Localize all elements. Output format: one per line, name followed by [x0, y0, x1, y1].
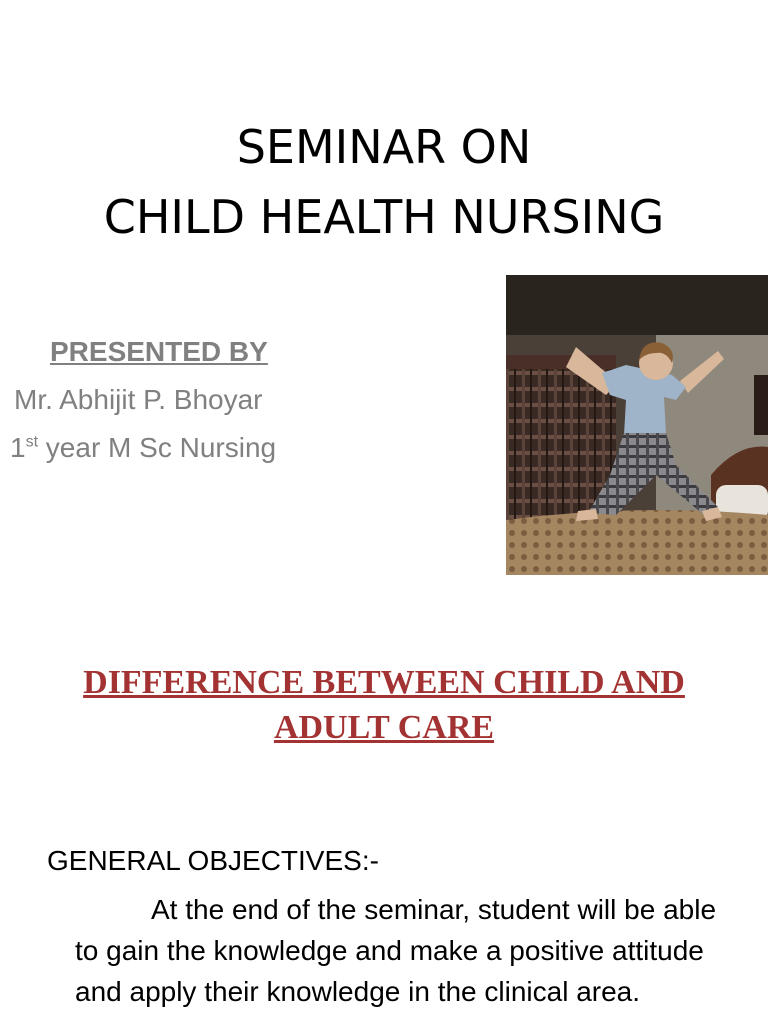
year-ordinal: st	[25, 433, 39, 451]
photo-illustration	[506, 275, 768, 575]
title-line-1: SEMINAR ON	[236, 120, 532, 174]
presented-by-label: PRESENTED BY	[50, 336, 268, 367]
year-course: year M Sc Nursing	[38, 432, 277, 463]
objectives-label: GENERAL OBJECTIVES:-	[47, 845, 379, 876]
presenter-name: Mr. Abhijit P. Bhoyar	[14, 384, 263, 415]
section-heading	[0, 660, 768, 750]
child-jumping-on-bed-photo	[506, 275, 768, 575]
objectives-text: At the end of the seminar, student will be able to gain the knowledge and make a positive attitude and apply their knowledge in the clinical area.	[75, 894, 717, 1007]
presenter-year	[10, 432, 276, 464]
heading-line-2: ADULT CARE	[273, 709, 495, 746]
title-line-2: CHILD HEALTH NURSING	[103, 190, 665, 244]
heading-line-1: DIFFERENCE BETWEEN CHILD AND	[83, 664, 685, 701]
year-number: 1	[10, 432, 26, 463]
slide-title	[0, 112, 768, 252]
objectives-block	[47, 840, 727, 1012]
